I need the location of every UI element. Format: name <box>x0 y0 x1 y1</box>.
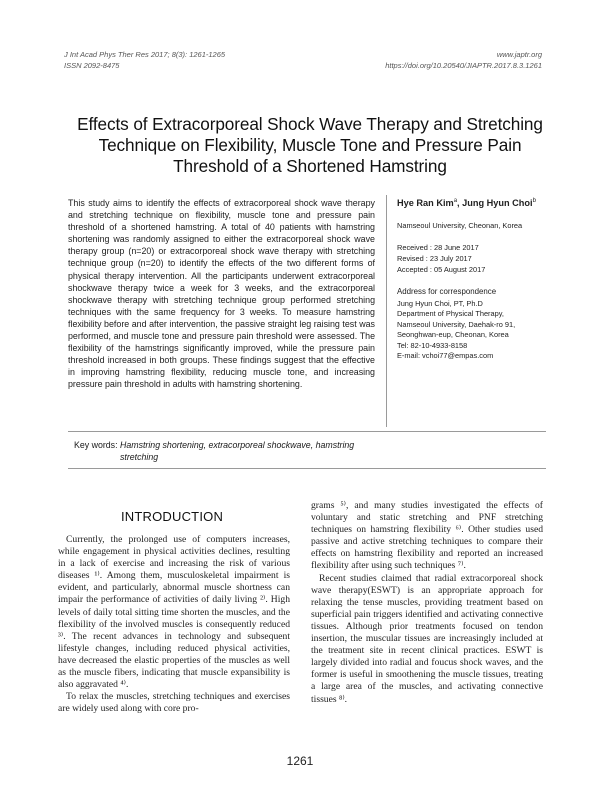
author-name: Hye Ran Kim <box>397 198 454 209</box>
section-heading: INTRODUCTION <box>120 509 224 524</box>
correspondence-label: Address for correspondence <box>397 287 497 297</box>
paragraph: grams ⁵⁾, and many studies investigated the effects of voluntary and static stretching and PNF stretching techniques on hamstring flexibility ⁶⁾. Other studies used passive and active stretching techniques to compare their effects on hamstring flexibility and reported an increased flexibility after using such techniques ⁷⁾. <box>311 500 543 572</box>
keywords-label: Key words: <box>74 440 118 450</box>
accepted-date: Accepted : 05 August 2017 <box>397 264 486 274</box>
paper-title: Effects of Extracorporeal Shock Wave Therapy and Stretching Technique on Flexibility, Muscle Tone and Pressure Pain Threshold of a Shortened Hamstring <box>77 114 543 176</box>
revised-date: Revised : 23 July 2017 <box>397 253 472 263</box>
column-divider <box>386 195 387 427</box>
keywords <box>74 439 374 463</box>
affiliation: Namseoul University, Cheonan, Korea <box>397 221 523 231</box>
body-column-left <box>58 534 290 715</box>
body-column-right <box>311 500 543 706</box>
paragraph: Recent studies claimed that radial extracorporeal shock wave therapy(ESWT) is an appropriate approach for relaxing the tense muscles, providing treatment based on superficial pain triggers identified and activating connective tissues. Although prior treatments focused on tendon insertion, the muscular tissues are increasingly included at the treatment site in recent clinical practices. ESWT is largely divided into radial and foucus shock waves, and the former is useful in smoothening the muscle tissues, treating a large area of the muscles, and activating connective tissues ⁸⁾. <box>311 572 543 705</box>
correspondence-address: Namseoul University, Daehak-ro 91, <box>397 319 516 329</box>
page-number: 1261 <box>286 754 314 768</box>
paragraph: To relax the muscles, stretching techniques and exercises are widely used along with core pro- <box>58 691 290 715</box>
paragraph: Currently, the prolonged use of computers increases, while engagement in physical activities declines, resulting in a lack of exercise and increasing the risk of various diseases ¹⁾. Among them, musculoskeletal impairment is evident, and particularly, abnormal muscle shortness can impair the performance of activities of daily living ²⁾. High levels of daily total sitting time shorten the muscles, and the flexibility of the involved muscles is consequently reduced ³⁾. The recent advances in technology and subsequent lifestyle changes, including reduced physical activities, have decreased the elastic properties of the muscles as well as the muscle fibers, indicating that muscle expansibility is also aggravated ⁴⁾. <box>58 534 290 691</box>
author-info <box>397 196 547 362</box>
author-separator: , <box>457 198 463 209</box>
received-date: Received : 28 June 2017 <box>397 243 479 253</box>
correspondence-dept: Department of Physical Therapy, <box>397 309 504 319</box>
keywords-bottom-rule <box>68 468 546 469</box>
journal-citation: J Int Acad Phys Ther Res 2017; 8(3): 1261-1265 <box>64 50 226 59</box>
doi-link[interactable]: https://doi.org/10.20540/JIAPTR.2017.8.3.1261 <box>385 61 542 70</box>
website-link[interactable]: www.japtr.org <box>496 50 542 59</box>
author-superscript: a <box>453 198 458 204</box>
correspondence <box>397 287 547 362</box>
issn: ISSN 2092-8475 <box>64 61 120 70</box>
correspondence-tel: Tel: 82-10-4933-8158 <box>397 340 468 350</box>
correspondence-address: Seonghwan-eup, Cheonan, Korea <box>397 330 509 340</box>
author-name: Jung Hyun Choi <box>462 198 533 209</box>
correspondence-name: Jung Hyun Choi, PT, Ph.D <box>397 298 483 308</box>
authors <box>397 196 547 208</box>
correspondence-email[interactable]: E-mail: vchoi77@empas.com <box>397 351 494 361</box>
article-dates <box>397 243 547 275</box>
abstract: This study aims to identify the effects of extracorporeal shock wave therapy and stretching technique on flexibility, muscle tone and pressure pain threshold of a shortened hamstring. A total of 40 patients with hamstring shortening was randomly assigned to either the extracorporeal shock wave therapy group (n=20) or extracorporeal shock wave therapy with stretching technique group (n=20) to identify the effects of the two different forms of physical therapy intervention. All the participants underwent extracorporeal shockwave therapy twice a week for 3 weeks, and the extracorporeal shockwave therapy with stretching technique group performed stretching techniques with the same frequency for 3 weeks. To measure hamstring flexibility before and after intervention, the passive straight leg raising test was performed, and muscle tone and pressure pain threshold were assessed. The flexibility of the hamstrings significantly improved, while the pressure pain threshold increased in both groups. These findings suggest that the effective in improving hamstring flexibility, reducing muscle tone, and increasing pressure pain threshold in adults with hamstring shortening. <box>68 198 375 390</box>
journal-header <box>64 49 225 71</box>
keywords-text: Hamstring shortening, extracorporeal shockwave, hamstring stretching <box>120 440 355 462</box>
keywords-top-rule <box>68 431 546 432</box>
journal-links <box>385 49 542 71</box>
author-superscript: b <box>532 198 536 204</box>
